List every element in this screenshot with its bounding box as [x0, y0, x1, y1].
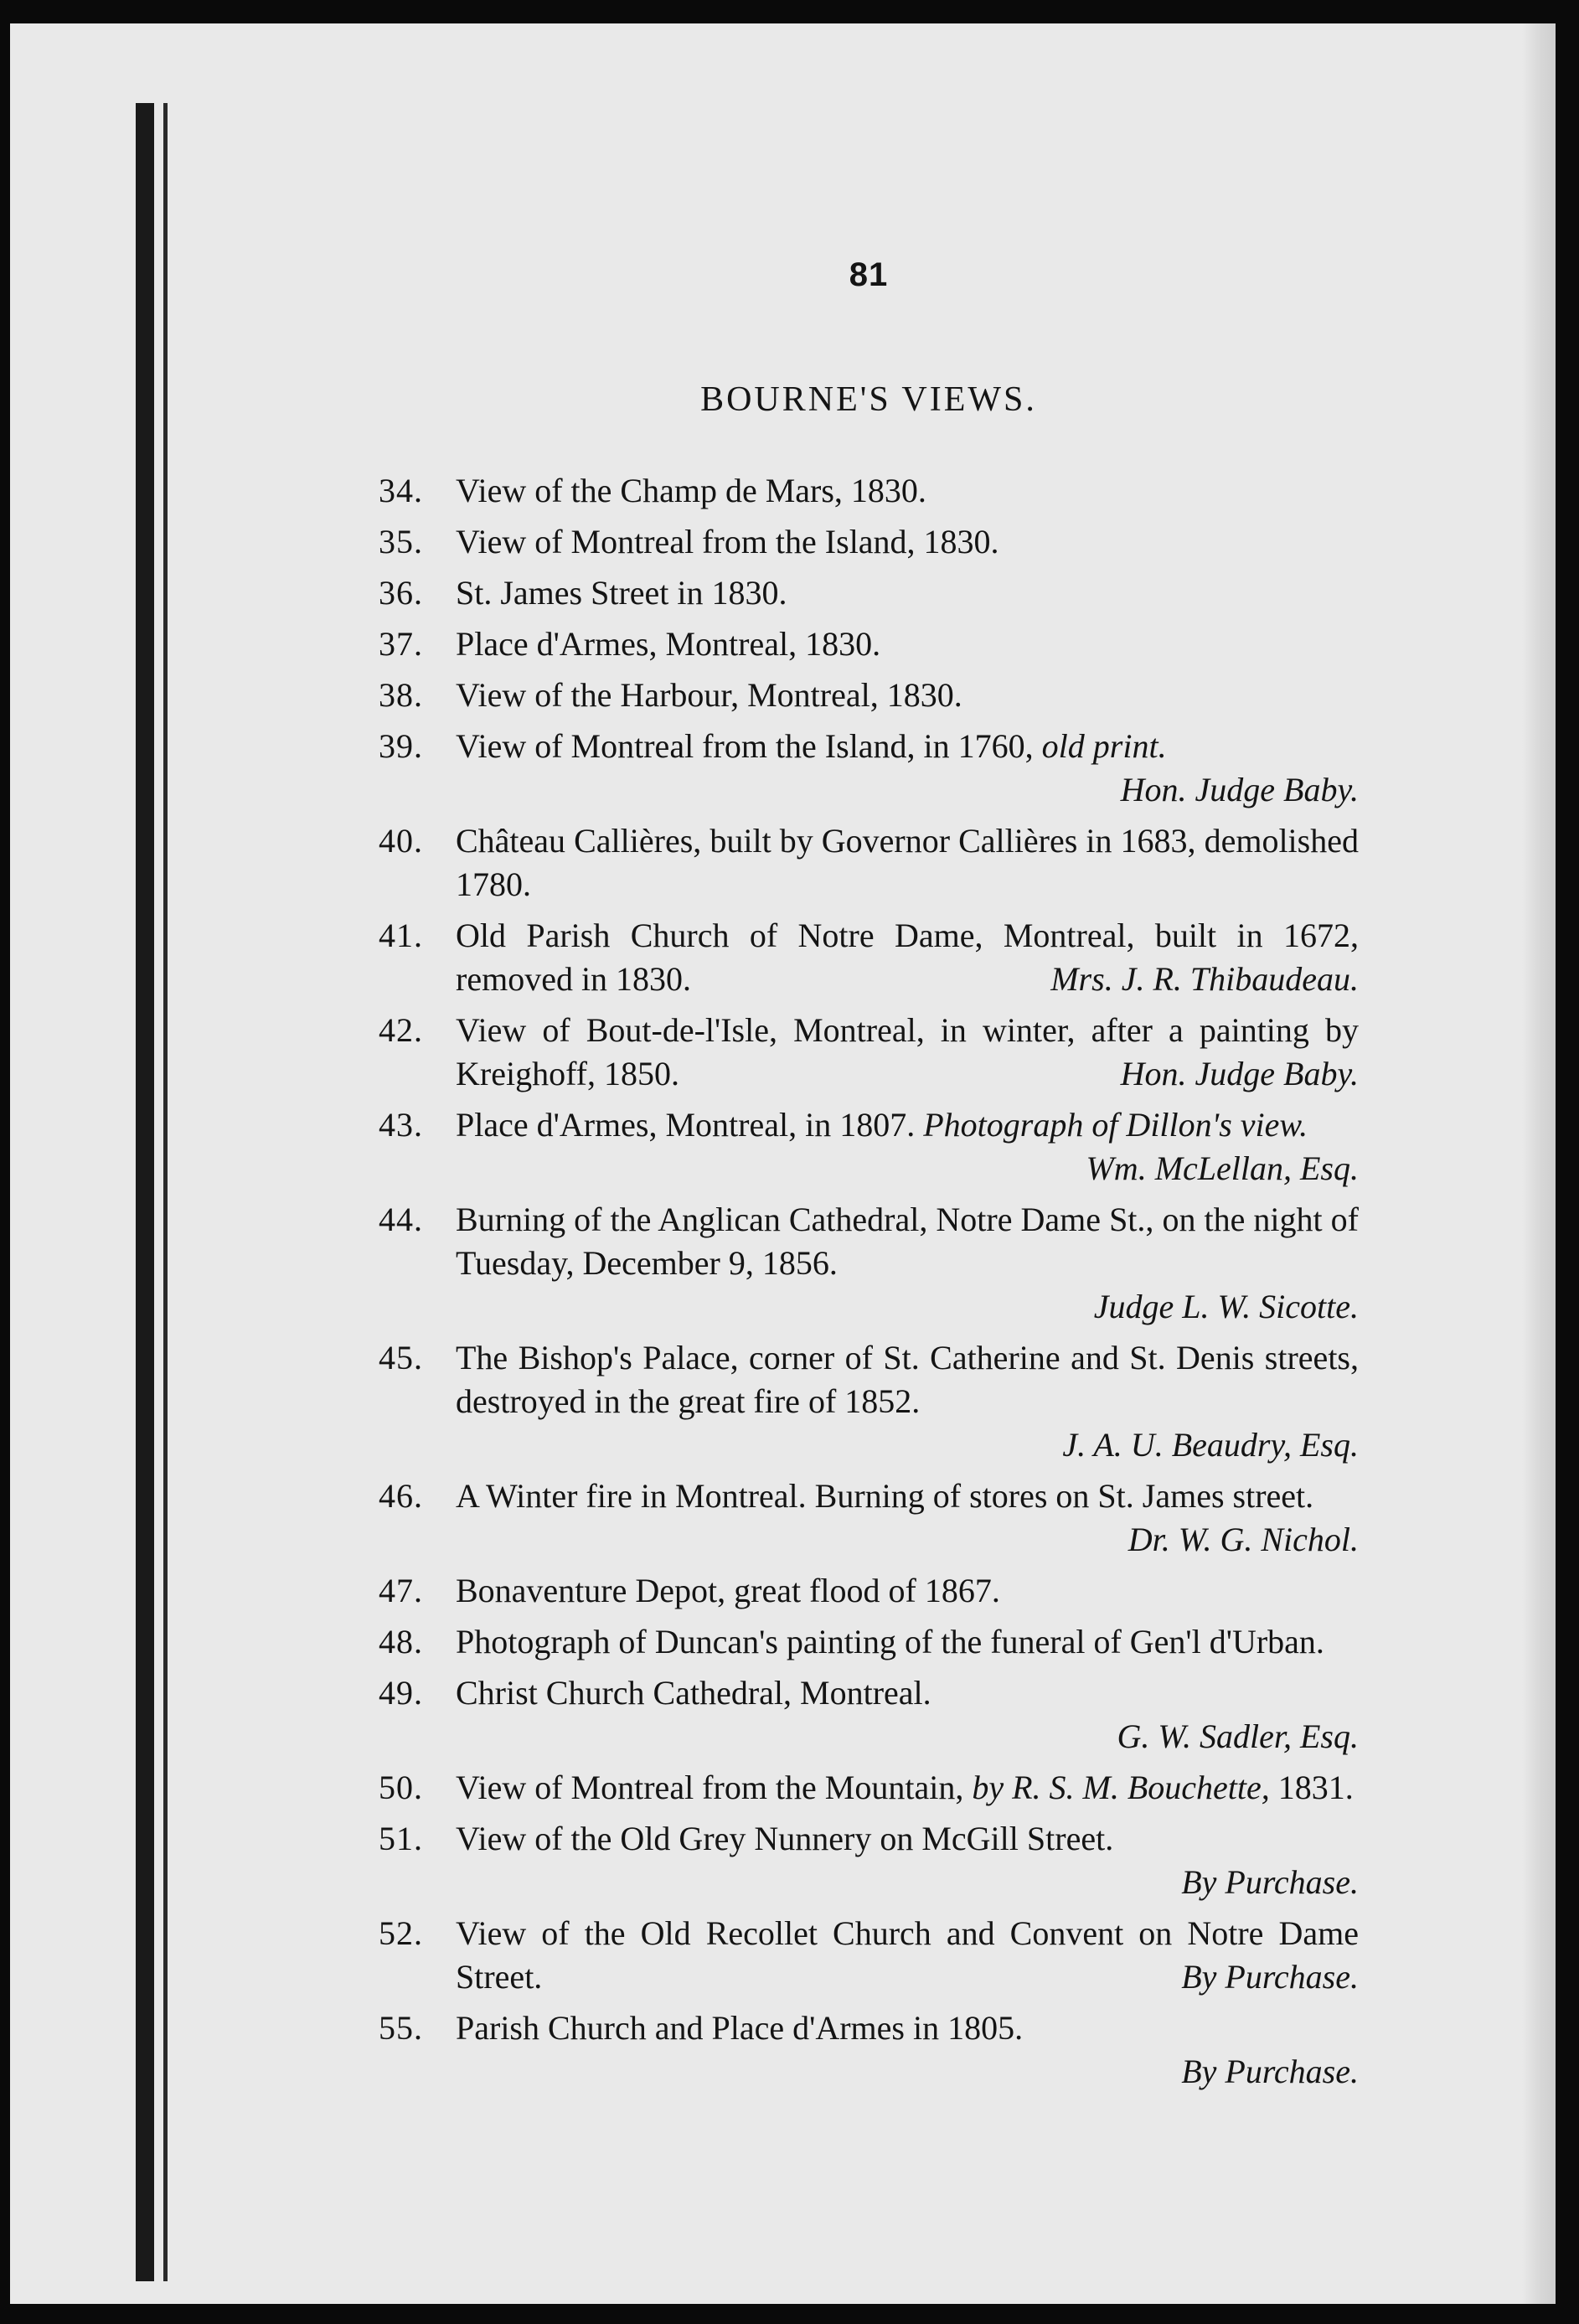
entry-title: Place d'Armes, Montreal, 1830. [456, 625, 881, 663]
scanned-page [10, 23, 1556, 2304]
entry-title: Place d'Armes, Montreal, in 1807. [456, 1106, 916, 1144]
entry-body [456, 1198, 1359, 1329]
binding-line [163, 103, 168, 2281]
entry-body [456, 674, 1359, 717]
entry-attribution: By Purchase. [1181, 1863, 1359, 1901]
entry-body [456, 520, 1359, 564]
binding-edge [136, 103, 154, 2281]
entry-number: 39. [379, 727, 423, 765]
entry-body [456, 1569, 1359, 1613]
entry-number: 51. [379, 1820, 423, 1857]
entry-title: View of the Harbour, Montreal, 1830. [456, 676, 962, 714]
entry-title: A Winter fire in Montreal. Burning of stores on St. James street. [456, 1477, 1314, 1515]
entry-body [456, 622, 1359, 666]
entry-body [456, 1671, 1359, 1758]
section-heading: BOURNE'S VIEWS. [700, 380, 1037, 419]
entry-attribution: Hon. Judge Baby. [1120, 1055, 1359, 1092]
entry-title: View of Montreal from the Island, 1830. [456, 523, 999, 560]
entry-note: Photograph of Dillon's view. [923, 1106, 1308, 1144]
catalogue-entry [379, 1671, 1359, 1758]
entry-number: 35. [379, 523, 423, 560]
entry-number: 47. [379, 1572, 423, 1609]
entry-attribution: Wm. McLellan, Esq. [1086, 1149, 1359, 1187]
entry-body [456, 819, 1359, 906]
entry-body [456, 1103, 1359, 1190]
catalogue-entry [379, 1766, 1359, 1810]
entry-attribution: Dr. W. G. Nichol. [1127, 1521, 1359, 1558]
entry-title: View of Bout-de-l'Isle, Montreal, in winter, after a painting by Kreighoff, 1850. [456, 1011, 1359, 1092]
entry-body [456, 1474, 1359, 1562]
entry-title: View of Montreal from the Mountain, [456, 1769, 964, 1806]
entry-number: 55. [379, 2009, 423, 2047]
catalogue-entry [379, 1569, 1359, 1613]
entry-body [456, 571, 1359, 615]
entry-title: Bonaventure Depot, great flood of 1867. [456, 1572, 1000, 1609]
catalogue-entry [379, 1198, 1359, 1329]
catalogue-entry [379, 622, 1359, 666]
entry-number: 41. [379, 917, 423, 954]
catalogue-entry [379, 520, 1359, 564]
catalogue-entry [379, 725, 1359, 812]
entry-number: 45. [379, 1339, 423, 1376]
entry-number: 36. [379, 574, 423, 612]
entry-number: 46. [379, 1477, 423, 1515]
entry-body [456, 1766, 1359, 1810]
catalogue-entry [379, 819, 1359, 906]
entry-title-continued: 1831. [1277, 1769, 1354, 1806]
catalogue-entry [379, 1817, 1359, 1904]
entry-title: Christ Church Cathedral, Montreal. [456, 1674, 931, 1712]
entry-title: View of Montreal from the Island, in 1760, [456, 727, 1034, 765]
entry-number: 37. [379, 625, 423, 663]
entry-body [456, 1620, 1359, 1664]
entry-number: 49. [379, 1674, 423, 1712]
entry-body [456, 1817, 1359, 1904]
entry-title: Photograph of Duncan's painting of the funeral of Gen'l d'Urban. [456, 1623, 1324, 1660]
entry-number: 52. [379, 1914, 423, 1952]
catalogue-entry [379, 914, 1359, 1001]
catalogue-entry [379, 1912, 1359, 1999]
entry-body [456, 914, 1359, 1001]
catalogue-entry [379, 2006, 1359, 2094]
page-right-edge [1522, 23, 1556, 2304]
entry-number: 43. [379, 1106, 423, 1144]
entry-title: St. James Street in 1830. [456, 574, 787, 612]
entry-body [456, 1336, 1359, 1467]
catalogue-entry [379, 1103, 1359, 1190]
entry-number: 40. [379, 822, 423, 860]
catalogue-entry [379, 1620, 1359, 1664]
catalogue-entry [379, 674, 1359, 717]
catalogue-entry [379, 1336, 1359, 1467]
entry-number: 42. [379, 1011, 423, 1049]
entry-number: 48. [379, 1623, 423, 1660]
entry-title: Parish Church and Place d'Armes in 1805. [456, 2009, 1024, 2047]
entry-number: 34. [379, 472, 423, 509]
entry-title: Old Parish Church of Notre Dame, Montreal, built in 1672, removed in 1830. [456, 917, 1359, 998]
entry-body [456, 2006, 1359, 2094]
entry-body [456, 1009, 1359, 1096]
entry-attribution: Judge L. W. Sicotte. [1093, 1288, 1359, 1325]
catalogue-entry [379, 469, 1359, 513]
entry-attribution: J. A. U. Beaudry, Esq. [1062, 1426, 1359, 1464]
entry-list [379, 469, 1359, 2101]
entry-number: 38. [379, 676, 423, 714]
entry-attribution: Hon. Judge Baby. [1120, 771, 1359, 808]
catalogue-entry [379, 1009, 1359, 1096]
entry-body [456, 469, 1359, 513]
catalogue-entry [379, 571, 1359, 615]
page-number: 81 [849, 256, 889, 293]
entry-number: 50. [379, 1769, 423, 1806]
entry-note: old print. [1041, 727, 1167, 765]
entry-title: Château Callières, built by Governor Callières in 1683, demolished 1780. [456, 822, 1359, 903]
entry-attribution: By Purchase. [1181, 1958, 1359, 1996]
entry-attribution: By Purchase. [1181, 2053, 1359, 2090]
entry-attribution: G. W. Sadler, Esq. [1117, 1717, 1359, 1755]
entry-body [456, 725, 1359, 812]
entry-title: View of the Old Recollet Church and Convent on Notre Dame Street. [456, 1914, 1359, 1996]
entry-title: View of the Old Grey Nunnery on McGill Street. [456, 1820, 1114, 1857]
entry-number: 44. [379, 1201, 423, 1238]
catalogue-entry [379, 1474, 1359, 1562]
entry-attribution: Mrs. J. R. Thibaudeau. [1050, 960, 1359, 998]
entry-title: Burning of the Anglican Cathedral, Notre Dame St., on the night of Tuesday, December 9, 1856. [456, 1201, 1359, 1282]
entry-title: The Bishop's Palace, corner of St. Catherine and St. Denis streets, destroyed in the great fire of 1852. [456, 1339, 1359, 1420]
entry-body [456, 1912, 1359, 1999]
entry-title: View of the Champ de Mars, 1830. [456, 472, 926, 509]
entry-note: by R. S. M. Bouchette, [972, 1769, 1270, 1806]
